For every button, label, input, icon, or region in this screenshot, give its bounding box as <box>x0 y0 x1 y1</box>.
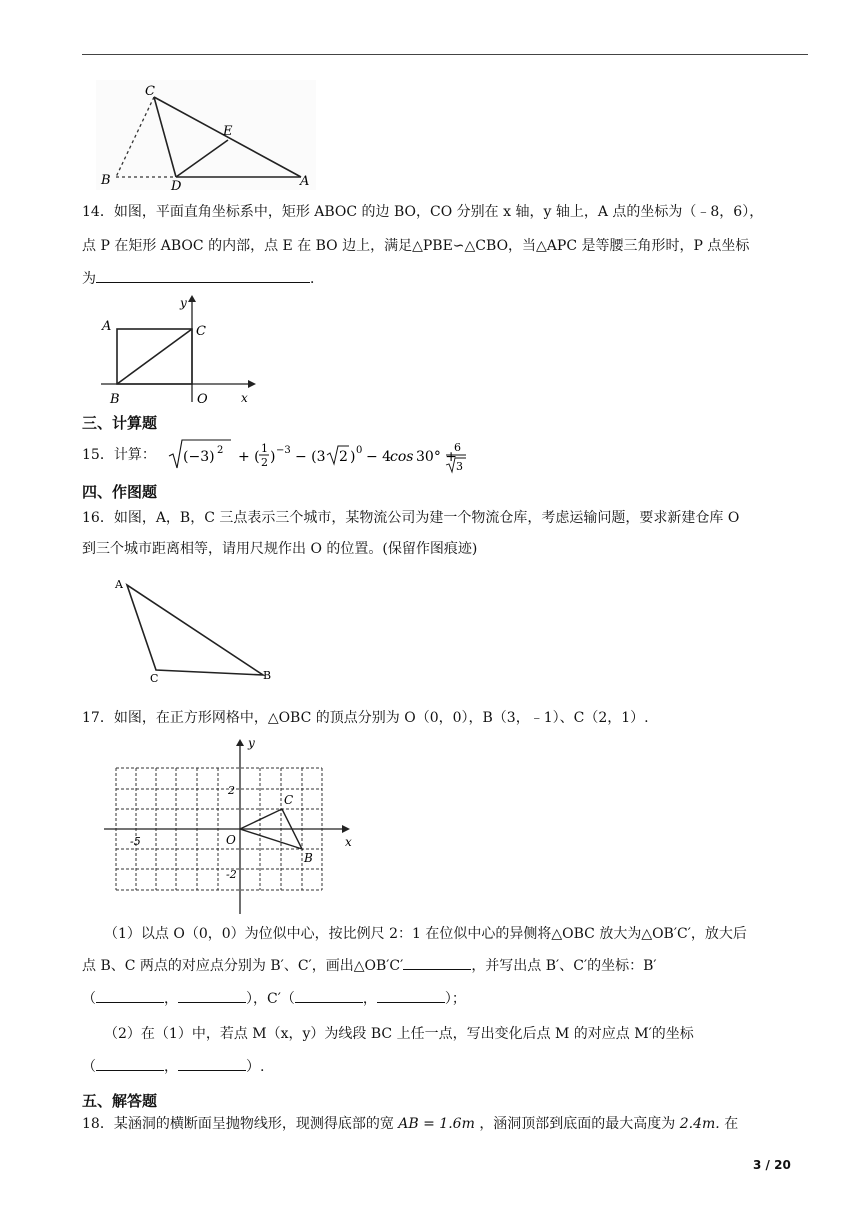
label-a: A <box>300 174 310 189</box>
label-e: E <box>223 124 233 139</box>
q17-comma-c: ， <box>362 991 377 1007</box>
section-heading-4: 四、作图题 <box>82 483 158 501</box>
label-d: D <box>171 179 182 190</box>
q18-line1 <box>82 1111 738 1138</box>
svg-text:− (3: − (3 <box>295 449 326 465</box>
svg-text:0: 0 <box>356 445 363 456</box>
q16-line2: 到三个城市距离相等，请用尺规作出 O 的位置。(保留作图痕迹) <box>82 541 478 557</box>
svg-text:2: 2 <box>261 456 268 469</box>
answer-blank-m-x[interactable] <box>96 1056 164 1071</box>
figure-q14 <box>98 294 258 406</box>
q17-part1-line2-a: 点 B、C 两点的对应点分别为 B′、C′，画出△OB′C′ <box>82 958 404 974</box>
svg-text:): ) <box>270 449 276 465</box>
q14-line3-end: ． <box>310 271 324 287</box>
svg-text:−3: −3 <box>276 445 291 456</box>
svg-text:6: 6 <box>454 441 461 454</box>
tick-minus-2: -2 <box>226 868 237 881</box>
q18-text-b: ，涵洞顶部到底面的最大高度为 <box>479 1116 676 1132</box>
svg-text:30° +: 30° + <box>416 449 457 465</box>
figure-q17-grid <box>98 738 354 916</box>
q14-line1: 14．如图，平面直角坐标系中，矩形 ABOC 的边 BO，CO 分别在 x 轴，y 轴上，A 点的坐标为（﹣8，6）， <box>82 204 764 220</box>
label-a: A <box>102 319 112 334</box>
q17-paren-close-c: ）； <box>444 991 466 1007</box>
svg-text:(−3): (−3) <box>183 449 215 465</box>
q17-paren-open-m: （ <box>82 1059 96 1075</box>
q17-part1-line3 <box>82 986 466 1013</box>
label-c: C <box>150 672 159 685</box>
svg-text:+ (: + ( <box>238 449 260 465</box>
section-heading-3: 三、计算题 <box>82 414 158 432</box>
label-y: y <box>180 296 187 310</box>
figure-q16 <box>110 574 280 686</box>
q17-part1-line2-b: ，并写出点 B′、C′的坐标：B′ <box>471 958 657 974</box>
q17-comma-m: ， <box>164 1059 178 1075</box>
q17-comma-b: ， <box>164 991 178 1007</box>
label-x: x <box>241 391 248 405</box>
answer-blank-b-x[interactable] <box>96 988 164 1003</box>
q17-part1-line1: （1）以点 O（0，0）为位似中心，按比例尺 2：1 在位似中心的异侧将△OBC 放大为△OB′C′，放大后 <box>104 926 747 942</box>
q17-part2-line1: （2）在（1）中，若点 M（x，y）为线段 BC 上任一点，写出变化后点 M 的对应点 M′的坐标 <box>104 1026 694 1042</box>
tick-minus-5: -5 <box>130 835 141 848</box>
q15-expression <box>166 434 476 474</box>
label-c: C <box>284 793 294 807</box>
label-x: x <box>345 835 352 849</box>
label-c: C <box>145 84 155 99</box>
svg-text:cos: cos <box>390 449 414 465</box>
label-b: B <box>101 173 111 188</box>
header-rule <box>82 54 808 55</box>
q18-text-c: 在 <box>724 1116 739 1132</box>
answer-blank-c-x[interactable] <box>295 988 363 1003</box>
figure-q13 <box>96 80 316 190</box>
label-o: O <box>197 392 208 406</box>
label-c: C <box>196 324 206 339</box>
label-o: O <box>226 833 236 847</box>
label-y: y <box>248 738 255 750</box>
q17-line1: 17．如图，在正方形网格中，△OBC 的顶点分别为 O（0，0），B（3，﹣1）、C（2，1）. <box>82 710 649 726</box>
q15-label: 15．计算： <box>82 447 156 463</box>
svg-text:− 4: − 4 <box>366 449 392 465</box>
q17-part1-line2 <box>82 953 657 980</box>
section-heading-5: 五、解答题 <box>82 1092 158 1110</box>
answer-blank-q14[interactable] <box>96 268 310 283</box>
q17-paren-open-b: （ <box>82 991 96 1007</box>
q14-line3 <box>82 266 324 293</box>
q14-line3-start: 为 <box>82 271 96 287</box>
label-b: B <box>304 851 313 865</box>
answer-blank-b-y[interactable] <box>178 988 246 1003</box>
q18-text-a: 18．某涵洞的横断面呈抛物线形，现测得底部的宽 <box>82 1116 394 1132</box>
q16-line1: 16．如图，A，B，C 三点表示三个城市，某物流公司为建一个物流仓库，考虑运输问题，要求新建仓库 O <box>82 510 740 526</box>
label-b: B <box>110 392 120 406</box>
q18-math-ab: AB = 1.6m <box>398 1116 475 1132</box>
tick-2: 2 <box>228 784 235 797</box>
q14-line2: 点 P 在矩形 ABOC 的内部，点 E 在 BO 边上，满足△PBE∽△CBO，当△APC 是等腰三角形时，P 点坐标 <box>82 238 750 254</box>
label-a: A <box>115 578 123 591</box>
answer-blank-draw[interactable] <box>403 955 471 970</box>
q17-part2-line2 <box>82 1054 264 1081</box>
svg-text:3: 3 <box>456 460 463 473</box>
svg-text:1: 1 <box>261 442 268 455</box>
label-b: B <box>263 669 272 682</box>
svg-text:2: 2 <box>217 445 224 456</box>
svg-text:): ) <box>350 449 356 465</box>
svg-text:2: 2 <box>339 449 348 465</box>
answer-blank-c-y[interactable] <box>377 988 445 1003</box>
page-number: 3 / 20 <box>753 1158 791 1172</box>
q17-paren-close-m: ）. <box>246 1059 265 1075</box>
q18-math-height: 2.4m. <box>679 1116 720 1132</box>
q17-paren-c: ），C′（ <box>246 991 295 1007</box>
answer-blank-m-y[interactable] <box>178 1056 246 1071</box>
